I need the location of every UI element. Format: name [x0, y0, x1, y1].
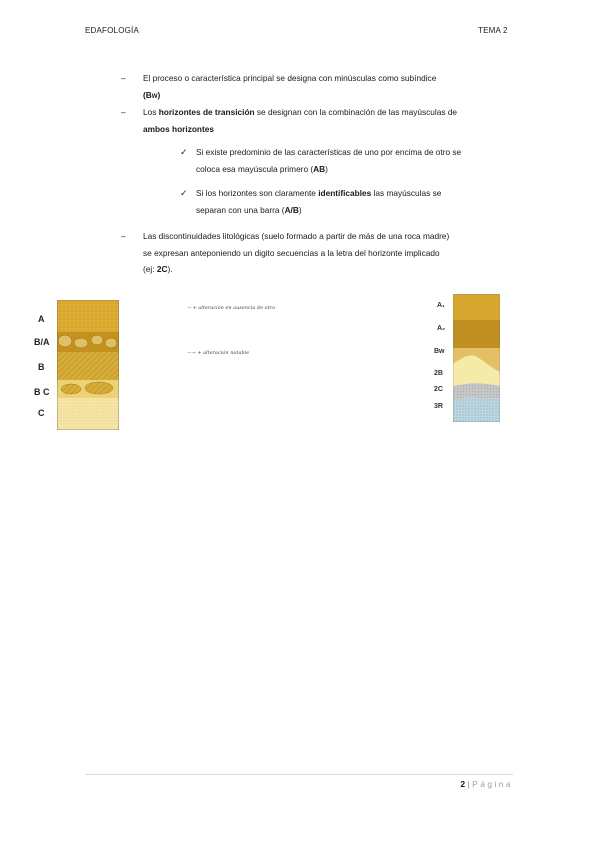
check-1-line1: Si existe predominio de las características de uno por encima de otro se: [196, 147, 462, 157]
header-right: TEMA 2: [478, 26, 508, 35]
bullet-2: [143, 104, 523, 137]
check-icon: ✓: [180, 188, 188, 198]
check-item-1: [196, 144, 526, 177]
check-2-line2: separan con una barra (A/B): [196, 204, 302, 215]
horizon-A1: [453, 294, 500, 320]
handwritten-note-2: —→ + alteración notable: [187, 351, 250, 356]
bullet-1-line1: El proceso o característica principal se designa con minúsculas como subíndice: [143, 73, 437, 83]
soil-profile-right-figure: [453, 294, 500, 422]
horizon-label: A₂: [437, 325, 446, 332]
horizon-label: 2B: [434, 370, 443, 377]
bullet-2-line1: Los horizontes de transición se designan con la combinación de las mayúsculas de: [143, 107, 458, 117]
horizon-label: C: [38, 408, 45, 418]
handwritten-note-1: → + alteración en ausencia de otro: [187, 306, 276, 311]
footer-separator: |: [467, 779, 470, 789]
bullet-2-line2: ambos horizontes: [143, 123, 214, 134]
horizon-label: 2C: [434, 386, 443, 393]
horizon-label: B C: [34, 387, 50, 397]
horizon-label: A₁: [437, 302, 445, 309]
bullet-1: [143, 70, 523, 105]
horizon-A: [57, 300, 119, 332]
horizon-A2: [453, 320, 500, 348]
horizon-3R: [453, 397, 500, 422]
bullet-3-line3: (ej: 2C).: [143, 264, 173, 275]
footer-label: Página: [472, 779, 513, 789]
check-2-line1: Si los horizontes son claramente identificables las mayúsculas se: [196, 188, 442, 198]
footer-divider: [85, 774, 513, 775]
soil-profile-left-figure: [57, 300, 119, 430]
bullet-3: [143, 228, 528, 278]
horizon-label: 3R: [434, 403, 443, 410]
bullet-dash: –: [121, 231, 126, 241]
bullet-dash: –: [121, 107, 126, 117]
horizon-label: A: [38, 314, 45, 324]
horizon-label: B/A: [34, 337, 50, 347]
page-number: 2: [460, 779, 466, 789]
check-item-2: [196, 185, 526, 218]
bullet-dash: –: [121, 73, 126, 83]
horizon-2C: [453, 383, 500, 400]
horizon-B: [57, 352, 119, 380]
check-1-line2: coloca esa mayúscula primero (AB): [196, 163, 328, 174]
header-left: EDAFOLOGÍA: [85, 26, 140, 35]
bullet-3-line1: Las discontinuidades litológicas (suelo formado a partir de más de una roca madre): [143, 231, 450, 241]
bullet-3-line2: se expresan anteponiendo un digito secuencias a la letra del horizonte implicado: [143, 247, 440, 258]
check-icon: ✓: [180, 147, 188, 157]
horizon-label: Bw: [434, 348, 445, 355]
horizon-label: B: [38, 362, 45, 372]
bullet-1-line2: (BW): [143, 89, 161, 100]
horizon-C: [57, 398, 119, 430]
page-footer: [440, 779, 513, 789]
